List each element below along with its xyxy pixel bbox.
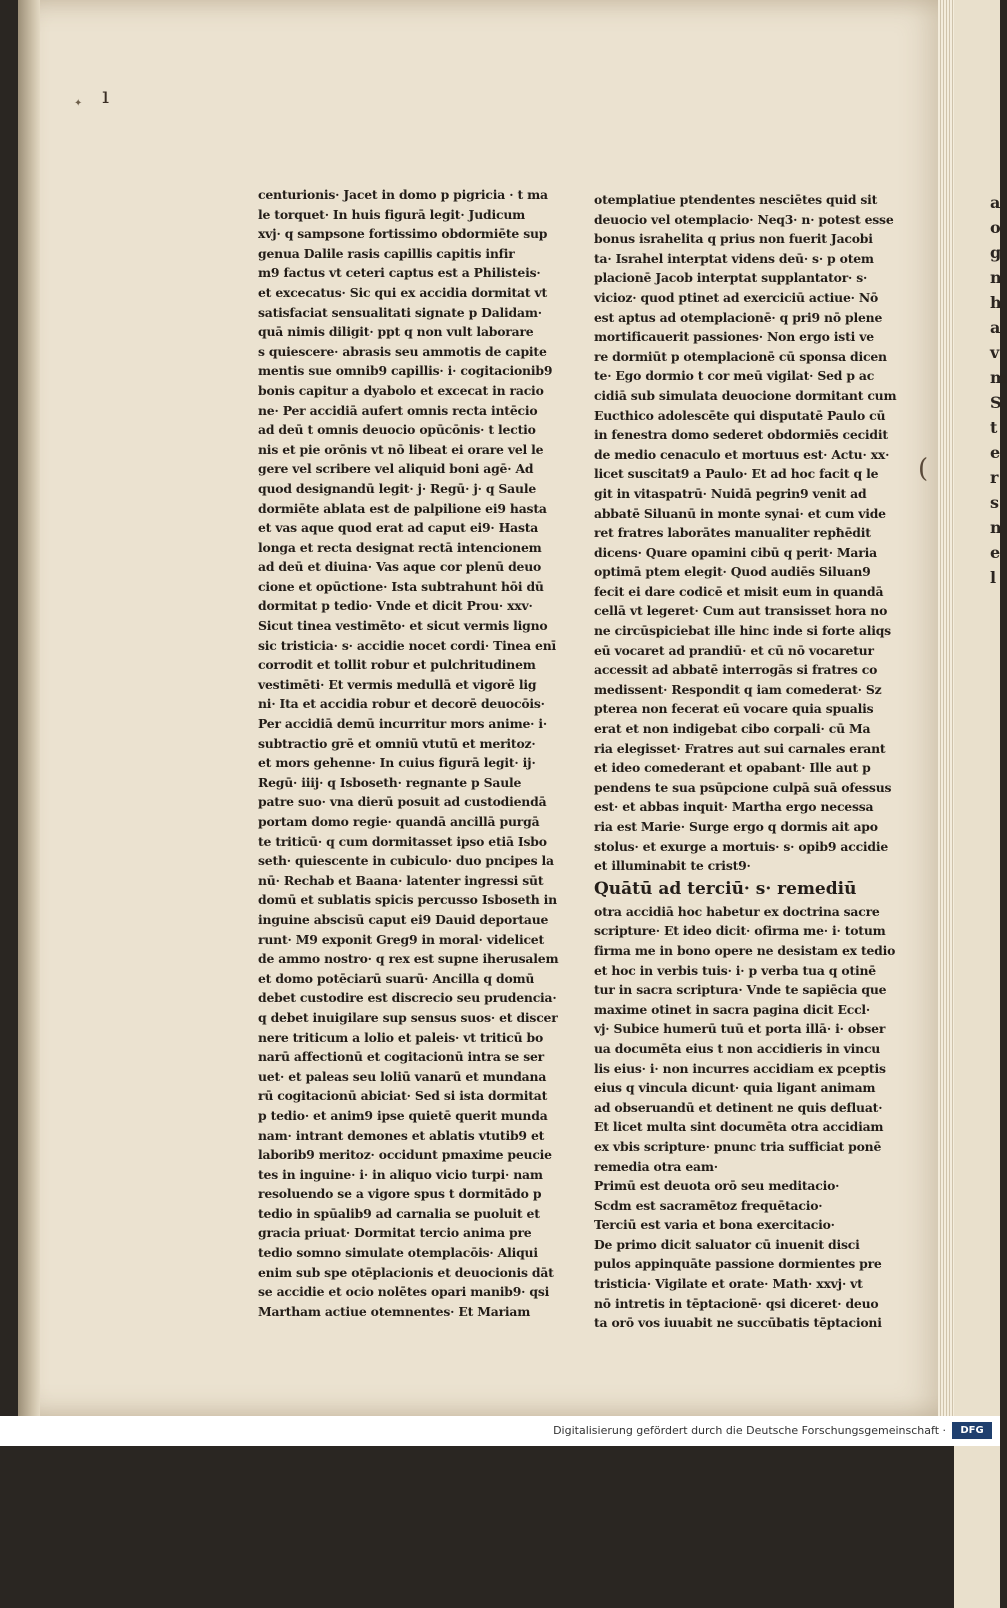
right-text-column [594, 190, 912, 1333]
text-line: patre suo· vna dierū posuit ad custodiendā [258, 794, 547, 810]
adjacent-page-fragment: r [990, 468, 999, 487]
text-line: ad obseruandū et detinent ne quis defluat· [594, 1099, 883, 1115]
left-text-column [258, 185, 559, 1321]
text-line: q debet inuigilare sup sensus suos· et discer [258, 1009, 558, 1025]
text-line: bonis capitur a dyabolo et excecat in racio [258, 382, 544, 398]
adjacent-page-fragment: a [990, 318, 1001, 337]
text-line: pterea non fecerat eū vocare quia spualis [594, 701, 874, 717]
page-gutter-shadow [18, 0, 40, 1416]
text-line: ta· Israhel interptat videns deū· s· p otem [594, 250, 874, 266]
text-line: et excecatus· Sic qui ex accidia dormitat vt [258, 284, 548, 300]
margin-mark: ı [102, 84, 110, 109]
text-line: est· et abbas inquit· Martha ergo necessa [594, 799, 874, 815]
text-line: Per accidiā demū incurritur mors anime· i· [258, 716, 548, 732]
text-line: Et licet multa sint documēta otra accidiam [594, 1119, 884, 1135]
text-line: remedia otra eam· [594, 1158, 718, 1174]
text-line: tedio somno simulate otemplacōis· Aliqui [258, 1245, 538, 1261]
adjacent-page-fragment: e [990, 543, 1001, 562]
text-line: mentis sue omnib9 capillis· i· cogitacionib9 [258, 363, 553, 379]
section-heading: Quātū ad terciū· s· remediū [594, 878, 857, 899]
text-line: inguine abscisū caput ei9 Dauid deportaue [258, 911, 549, 927]
adjacent-page-fragment: t [990, 418, 998, 437]
text-line: optimā ptem elegit· Quod audiēs Siluan9 [594, 564, 871, 580]
text-line: licet suscitat9 a Paulo· Et ad hoc facit q le [594, 466, 879, 482]
text-line: otemplatiue ptendentes nesciētes quid sit [594, 192, 878, 207]
text-line: ne circūspiciebat ille hinc inde si forte aliqs [594, 623, 891, 639]
text-line: nam· intrant demones et ablatis vtutib9 et [258, 1127, 545, 1143]
text-line: lis eius· i· non incurres accidiam ex pceptis [594, 1060, 886, 1076]
adjacent-page-fragment: g [990, 243, 1002, 262]
text-line: ad deū et diuina· Vas aque cor plenū deuo [258, 559, 542, 575]
margin-bracket: ( [918, 454, 929, 484]
text-line: dicens· Quare opamini cibū q perit· Maria [594, 544, 877, 560]
text-line: Primū est deuota orō seu meditacio· [594, 1178, 840, 1194]
funding-notice: Digitalisierung gefördert durch die Deutsche Forschungsgemeinschaft · [553, 1424, 946, 1437]
text-line: tur in sacra scriptura· Vnde te sapiēcia que [594, 982, 887, 998]
text-line: in fenestra domo sederet obdormiēs cecidit [594, 427, 888, 443]
dfg-logo: DFG [952, 1422, 992, 1439]
text-line: Martham actiue otemnentes· Et Mariam [258, 1303, 531, 1319]
text-line: rū cogitacionū abiciat· Sed si ista dormitat [258, 1088, 548, 1104]
text-line: Eucthico adolescēte qui disputatē Paulo cū [594, 407, 886, 423]
text-line: ta orō vos iuuabit ne succūbatis tēptacioni [594, 1315, 882, 1331]
footer-bar [0, 1416, 1000, 1446]
text-line: et illuminabit te crist9· [594, 858, 751, 874]
text-line: ex vbis scripture· pnunc tria sufficiat ponē [594, 1138, 882, 1154]
text-line: m9 factus vt ceteri captus est a Philisteis· [258, 265, 541, 281]
text-line: eū vocaret ad prandiū· et cū nō vocaretur [594, 642, 874, 658]
adjacent-page-fragment: o [990, 218, 1001, 237]
text-line: accessit ad abbatē interrogās si fratres co [594, 662, 878, 678]
text-line: otra accidiā hoc habetur ex doctrina sacre [594, 903, 880, 919]
text-line: narū affectionū et cogitacionū intra se ser [258, 1049, 544, 1065]
text-line: nū· Rechab et Baana· latenter ingressi sūt [258, 872, 544, 888]
text-line: pulos appinquāte passione dormientes pre [594, 1256, 882, 1272]
text-line: tedio in spūalib9 ad carnalia se puoluit et [258, 1205, 540, 1221]
adjacent-page-fragment: s [990, 493, 1000, 512]
text-line: scripture· Et ideo dicit· ofirma me· i· totum [594, 923, 886, 939]
text-line: cellā vt legeret· Cum aut transisset hora no [594, 603, 888, 619]
text-line: de ammo nostro· q rex est supne iherusalem [258, 951, 559, 967]
text-line: ret fratres laborātes manualiter repħēdit [594, 525, 871, 541]
text-line: et domo potēciarū suarū· Ancilla q domū [258, 970, 535, 986]
text-line: Sicut tinea vestimēto· et sicut vermis ligno [258, 618, 548, 634]
text-line: te triticū· q cum dormitasset ipso etiā Isbo [258, 833, 547, 849]
text-line: domū et sublatis spicis percusso Isboseth in [258, 892, 557, 908]
text-line: eius q vincula dicunt· quia ligant animam [594, 1080, 876, 1096]
text-line: subtractio grē et omniū vtutū et meritoz· [258, 735, 536, 751]
text-line: ad deū t omnis deuocio opūcōnis· t lectio [258, 422, 536, 438]
text-line: uet· et paleas seu loliū vanarū et mundana [258, 1068, 547, 1084]
text-line: firma me in bono opere ne desistam ex tedio [594, 942, 896, 958]
text-line: tes in inguine· i· in aliquo vicio turpi· nam [258, 1166, 543, 1182]
adjacent-page-fragment: m [990, 368, 1007, 387]
text-line: erat et non indigebat cibo corpali· cū Ma [594, 721, 871, 737]
text-line: stolus· et exurge a mortuis· s· opib9 accidie [594, 838, 889, 854]
page-stack-edge [938, 0, 954, 1430]
text-line: s quiescere· abrasis seu ammotis de capite [258, 343, 547, 359]
adjacent-page-fragment: a [990, 193, 1001, 212]
text-line: placionē Jacob interptat supplantator· s· [594, 270, 868, 286]
text-line: pendens te sua psūpcione culpā suā ofessus [594, 779, 892, 795]
text-line: se accidie et ocio nolētes opari manib9· qsi [258, 1284, 550, 1300]
text-line: bonus israhelita q prius non fuerit Jacobi [594, 231, 873, 247]
text-line: fecit ei dare codicē et misit eum in quandā [594, 583, 884, 599]
text-line: gere vel scribere vel aliquid boni agē· Ad [258, 461, 534, 477]
text-line: Regū· iiij· q Isboseth· regnante p Saule [258, 774, 522, 790]
text-line: vj· Subice humerū tuū et porta illā· i· obser [594, 1021, 886, 1037]
text-line: p tedio· et anim9 ipse quietē querit munda [258, 1107, 548, 1123]
text-line: te· Ego dormio t cor meū vigilat· Sed p ac [594, 368, 875, 384]
adjacent-page-fragment: n [990, 518, 1002, 537]
text-line: quod designandū legit· j· Regū· j· q Saule [258, 480, 537, 496]
text-line: sic tristicia· s· accidie nocet cordi· Tinea enī [258, 637, 557, 653]
text-line: dormitat p tedio· Vnde et dicit Prou· xxv· [258, 598, 533, 614]
adjacent-page-fragment: n [990, 268, 1002, 287]
text-line: enim sub spe otēplacionis et deuocionis dāt [258, 1264, 554, 1280]
text-line: nere triticum a lolio et paleis· vt triticū bo [258, 1029, 544, 1045]
margin-mark: ✦ [74, 98, 83, 109]
text-line: laborib9 meritoz· occidunt pmaxime peucie [258, 1147, 552, 1163]
adjacent-page [954, 0, 1007, 1608]
text-line: le torquet· In huis figurā legit· Judicum [258, 206, 526, 222]
text-line: runt· M9 exponit Greg9 in moral· videlicet [258, 931, 545, 947]
text-line: gracia priuat· Dormitat tercio anima pre [258, 1225, 532, 1241]
text-line: corrodit et tollit robur et pulchritudinem [258, 657, 536, 673]
text-line: re dormiūt p otemplacionē cū sponsa dicen [594, 348, 887, 364]
text-line: ni· Ita et accidia robur et decorē deuocōis· [258, 696, 545, 712]
text-line: et hoc in verbis tuis· i· p verba tua q otinē [594, 962, 876, 978]
text-line: ria est Marie· Surge ergo q dormis ait apo [594, 819, 878, 834]
text-line: De primo dicit saluator cū inuenit disci [594, 1236, 860, 1252]
adjacent-page-fragment: S [990, 393, 1002, 412]
text-line: mortificauerit passiones· Non ergo isti ve [594, 329, 874, 345]
text-line: nis et pie orōnis vt nō libeat ei orare vel le [258, 441, 544, 457]
text-line: deuocio vel otemplacio· Neq3· n· potest esse [594, 211, 894, 227]
text-line: cidiā sub simulata deuocione dormitant cum [594, 387, 897, 403]
text-line: seth· quiescente in cubiculo· duo pncipes la [258, 853, 554, 869]
text-line: portam domo regie· quandā ancillā purgā [258, 814, 540, 829]
text-line: tristicia· Vigilate et orate· Math· xxvj· vt [594, 1276, 863, 1292]
text-line: resoluendo se a vigore spus t dormitādo p [258, 1186, 542, 1202]
text-line: ria elegisset· Fratres aut sui carnales erant [594, 740, 886, 756]
text-line: et vas aque quod erat ad caput ei9· Hasta [258, 520, 539, 536]
text-line: et mors gehenne· In cuius figurā legit· ij· [258, 755, 536, 771]
text-line: vestimēti· Et vermis medullā et vigorē lig [258, 676, 537, 692]
text-line: vicioz· quod ptinet ad exerciciū actiue· Nō [594, 289, 879, 305]
text-line: genua Dalile rasis capillis capitis infir [258, 245, 515, 261]
text-line: centurionis· Jacet in domo p pigricia · t ma [258, 187, 548, 202]
text-line: maxime otinet in sacra pagina dicit Eccl· [594, 1001, 871, 1017]
text-line: dormiēte ablata est de palpilione ei9 hasta [258, 500, 547, 516]
text-line: satisfaciat sensualitati signate p Dalidam· [258, 304, 542, 320]
adjacent-page-fragment: e [990, 443, 1001, 462]
text-line: et ideo comederant et opabant· Ille aut p [594, 760, 871, 776]
text-line: ne· Per accidiā aufert omnis recta intēcio [258, 402, 538, 418]
adjacent-page-fragment: v [990, 343, 1000, 362]
text-line: Terciū est varia et bona exercitacio· [594, 1217, 835, 1233]
text-line: cione et opūctione· Ista subtrahunt hōi dū [258, 578, 544, 594]
text-line: ua documēta eius t non accidieris in vincu [594, 1040, 881, 1056]
adjacent-page-fragment: h [990, 293, 1002, 312]
text-line: xvj· q sampsone fortissimo obdormiēte sup [258, 226, 548, 242]
text-line: est aptus ad otemplacionē· q pri9 nō plene [594, 309, 883, 325]
text-line: git in vitaspatrū· Nuidā pegrin9 venit ad [594, 485, 867, 501]
text-line: quā nimis diligit· ppt q non vult laborare [258, 324, 534, 340]
text-line: abbatē Siluanū in monte synai· et cum vide [594, 505, 886, 521]
adjacent-page-fragment: l [990, 568, 997, 587]
text-line: nō intretis in tēptacionē· qsi diceret· deuo [594, 1295, 879, 1311]
text-line: medissent· Respondit q iam comederat· Sz [594, 681, 882, 697]
text-line: Scdm est sacramētoz frequētacio· [594, 1197, 823, 1213]
text-line: de medio cenaculo et mortuus est· Actu· xx· [594, 446, 890, 462]
text-line: debet custodire est discrecio seu prudencia· [258, 990, 557, 1006]
text-line: longa et recta designat rectā intencionem [258, 539, 542, 555]
